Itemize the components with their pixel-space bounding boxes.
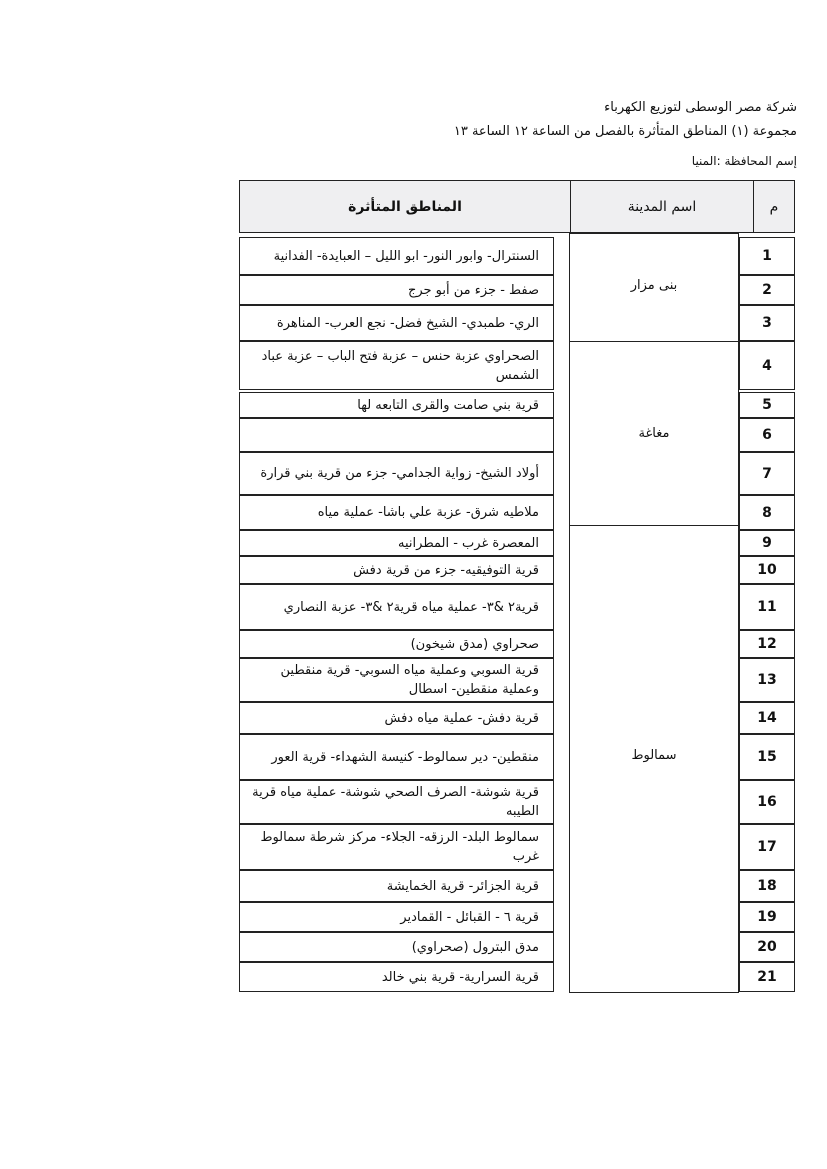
table-row	[239, 392, 554, 418]
table-row	[239, 556, 554, 584]
row-number: 20	[739, 932, 795, 962]
table-row	[239, 658, 554, 702]
row-number: 7	[739, 452, 795, 495]
header-areas: المناطق المتأثرة	[348, 198, 462, 215]
table-row	[239, 584, 554, 630]
row-number: 21	[739, 962, 795, 992]
row-number: 8	[739, 495, 795, 530]
table-row	[239, 275, 554, 305]
table-row	[239, 237, 554, 275]
row-areas: قرية شوشة- الصرف الصحي شوشة- عملية مياه قرية الطيبه	[252, 785, 539, 819]
row-areas: سمالوط البلد- الرزقه- الجلاء- مركز شرطة سمالوط غرب	[260, 830, 539, 864]
table-row	[239, 962, 554, 992]
row-number: 2	[739, 275, 795, 305]
table-row	[239, 495, 554, 530]
row-number: 14	[739, 702, 795, 734]
row-number: 9	[739, 530, 795, 556]
table-row	[239, 305, 554, 341]
table-row	[239, 734, 554, 780]
row-areas: قرية٢ &٣- عملية مياه قرية٢ &٣- عزبة النصاري	[283, 599, 539, 615]
city-name: بنى مزار	[630, 278, 678, 293]
row-areas: قرية دفش- عملية مياه دفش	[384, 710, 539, 726]
row-number: 15	[739, 734, 795, 780]
row-areas: قرية ٦ - القبائل - القمادير	[400, 909, 539, 925]
governorate-label: إسم المحافظة :المنيا	[691, 154, 797, 168]
row-areas: صفط - جزء من أبو جرج	[407, 282, 539, 298]
row-areas: منقطين- دير سمالوط- كنيسة الشهداء- قرية العور	[271, 749, 539, 765]
row-areas: المعصرة غرب - المطرانيه	[398, 535, 539, 551]
row-number: 12	[739, 630, 795, 658]
row-areas: مدق البترول (صحراوي)	[411, 939, 539, 955]
row-number: 10	[739, 556, 795, 584]
table-header	[239, 180, 795, 233]
row-number: 16	[739, 780, 795, 824]
table-row	[239, 702, 554, 734]
table-row	[239, 452, 554, 495]
row-number: 6	[739, 418, 795, 452]
row-number: 19	[739, 902, 795, 932]
row-number: 13	[739, 658, 795, 702]
row-areas: ملاطيه شرق- عزبة علي باشا- عملية مياه	[317, 505, 539, 520]
header-city: اسم المدينة	[627, 198, 697, 215]
row-number: 4	[739, 341, 795, 390]
table-row	[239, 902, 554, 932]
row-areas: قرية السوبي وعملية مياه السوبي- قرية منقطين وعملية منقطين- اسطال	[280, 663, 539, 697]
row-areas: قرية بني صامت والقرى التابعه لها	[357, 397, 539, 413]
row-areas: السنترال- وابور النور- ابو الليل – العبايدة- الفدانية	[273, 248, 539, 264]
group-line: مجموعة (١) المناطق المتأثرة بالفصل من الساعة ١٢ الساعة ١٣	[453, 124, 797, 139]
table-row	[239, 530, 554, 556]
row-areas: قرية الجزائر- قرية الخمايشة	[386, 878, 539, 894]
row-areas: الصحراوي عزبة حنس – عزبة فتح الباب – عزبة عباد الشمس	[261, 348, 539, 383]
city-name: مغاغة	[638, 426, 670, 441]
row-number: 11	[739, 584, 795, 630]
table-row	[239, 630, 554, 658]
table-row	[239, 418, 554, 452]
table-row	[239, 870, 554, 902]
row-number: 3	[739, 305, 795, 341]
table-row	[239, 780, 554, 824]
table-row	[239, 824, 554, 870]
table-row	[239, 932, 554, 962]
row-areas: الري- طمبدي- الشيخ فضل- نجع العرب- المناهرة	[276, 315, 539, 331]
row-areas: أولاد الشيخ- زواية الجدامي- جزء من قرية بني قرارة	[260, 466, 539, 481]
row-areas: صحراوي (مدق شيخون)	[410, 636, 539, 652]
row-number: 5	[739, 392, 795, 418]
row-number: 18	[739, 870, 795, 902]
city-name: سمالوط	[631, 748, 677, 763]
row-areas: قرية السرارية- قرية بني خالد	[381, 969, 539, 985]
row-areas: قرية التوفيقيه- جزء من قرية دفش	[353, 562, 539, 578]
header-num: م	[769, 198, 779, 215]
company-name: شركة مصر الوسطى لتوزيع الكهرباء	[604, 100, 797, 115]
row-number: 1	[739, 237, 795, 275]
table-row	[239, 341, 554, 390]
row-number: 17	[739, 824, 795, 870]
